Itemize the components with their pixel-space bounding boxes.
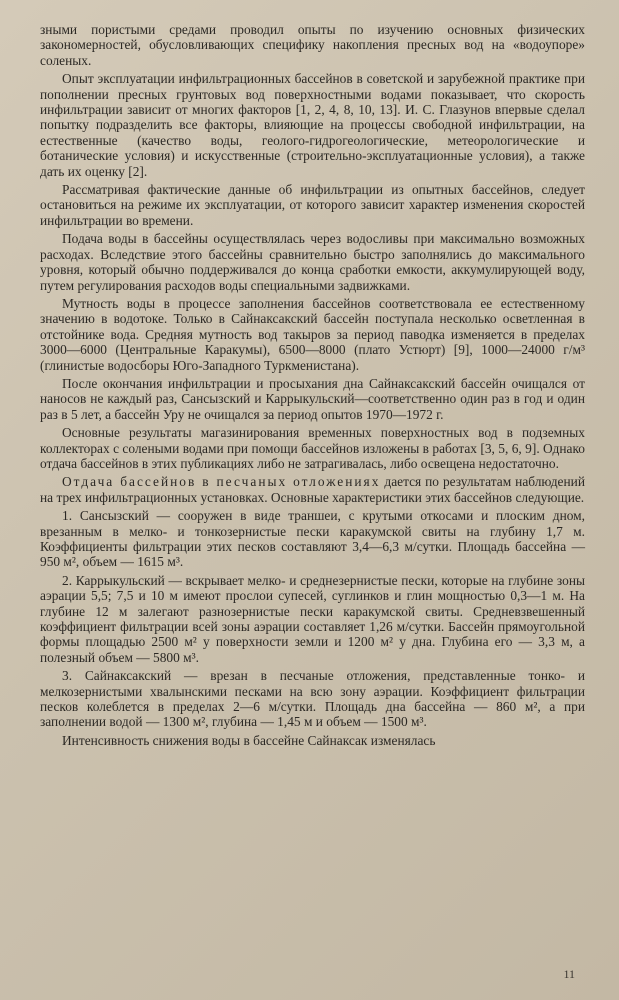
closing-line: Интенсивность снижения воды в бассейне Сайнаксак изменялась — [62, 732, 436, 748]
paragraph: Рассматривая фактические данные об инфильтрации из опытных бассейнов, следует остановиться на режиме их эксплуатации, от которого зависит характер изменения скоростей инфильтрации во времени. — [40, 182, 585, 228]
body-text — [40, 22, 585, 748]
list-item: 1. Сансызский — сооружен в виде траншеи, с крутыми откосами и плоским дном, врезанным в мелко- и тонкозернистые пески каракумской свиты на глубину 1,7 м. Коэффициенты фильтрации этих песков составляют 3,4—6,3 м/сутки. Площадь бассейна — 950 м², объем — 1615 м³. — [40, 508, 585, 570]
paragraph: Основные результаты магазинирования временных поверхностных вод в подземных коллекторах с солеными водами при помощи бассейнов изложены в работах [3, 5, 6, 9]. Однако отдача бассейнов в этих публикациях либо не затрагивалась, либо освещена недостаточно. — [40, 425, 585, 471]
list-item: 3. Сайнаксакский — врезан в песчаные отложения, представленные тонко- и мелкозернистыми хвалынскими песками на всю зону аэрации. Коэффициент фильтрации песков колеблется в пределах 2—6 м/сутки. Площадь дна бассейна — 860 м², а при заполнении водой — 1300 м², глубина — 1,45 м и объем — 1500 м³. — [40, 668, 585, 730]
section-intro: дается по результатам наблюдений на трех инфильтрационных установках. Основные характеристики этих бассейнов следующие. — [40, 474, 585, 505]
list-item: 2. Каррыкульский — вскрывает мелко- и среднезернистые пески, которые на глубине зоны аэрации 5,5; 7,5 и 10 м имеют прослои супесей, суглинков и глин мощностью 0,3—1 м. На глубине 12 м залегают разнозернистые пески каракумской свиты. Средневзвешенный коэффициент фильтрации всей зоны аэрации составляет 1,26 м/сутки. Бассейн прямоугольной формы площадью 2500 м² у поверхности земли и 1200 м² у дна. Глубина его — 3,3 м, а полезный объем — 5800 м³. — [40, 572, 585, 665]
paragraph: зными пористыми средами проводил опыты по изучению основных физических закономерностей, обусловливающих специфику накопления пресных вод на «водоупоре» соленых. — [40, 22, 585, 68]
paragraph: Мутность воды в процессе заполнения бассейнов соответствовала ее естественному значению в водотоке. Только в Сайнаксакский бассейн поступала несколько осветленная в отстойнике вода. Средняя мутность вод такыров за период паводка изменяется в пределах 3000—6000 (Центральные Каракумы), 6500—8000 (плато Устюрт) [9], 1000—24000 г/м³ (глинистые водосборы Юго-Западного Туркменистана). — [40, 295, 585, 373]
paragraph: После окончания инфильтрации и просыхания дна Сайнаксакский бассейн очищался от наносов не каждый раз, Сансызский и Каррыкульский—соответственно один раз в год и один раз в 5 лет, а бассейн Уру не очищался за период опытов 1970—1972 г. — [40, 375, 585, 422]
paragraph: Подача воды в бассейны осуществлялась через водосливы при максимально возможных расходах. Вследствие этого бассейны сравнительно быстро заполнялись до максимального уровня, который обычно поддерживался до конца сработки емкости, аккумулирующей воду, путем регулирования расходов воды специальными задвижками. — [40, 231, 585, 293]
paragraph: Опыт эксплуатации инфильтрационных бассейнов в советской и зарубежной практике при пополнении пресных грунтовых вод поверхностными водами показывает, что скорость инфильтрации зависит от многих факторов [1, 2, 4, 8, 10, 13]. И. С. Глазунов впервые сделал попытку подразделить все факторы, влияющие на процессы свободной инфильтрации, на естественные (качество воды, геолого-гидрогеологические, метеорологические и ботанические условия) и искусственные (строительно-эксплуатационные условия), а также дать их оценку [2]. — [40, 71, 585, 179]
page-number: 11 — [563, 967, 575, 981]
section-paragraph — [40, 474, 585, 505]
section-heading: Отдача бассейнов в песчаных отложениях — [62, 474, 381, 490]
